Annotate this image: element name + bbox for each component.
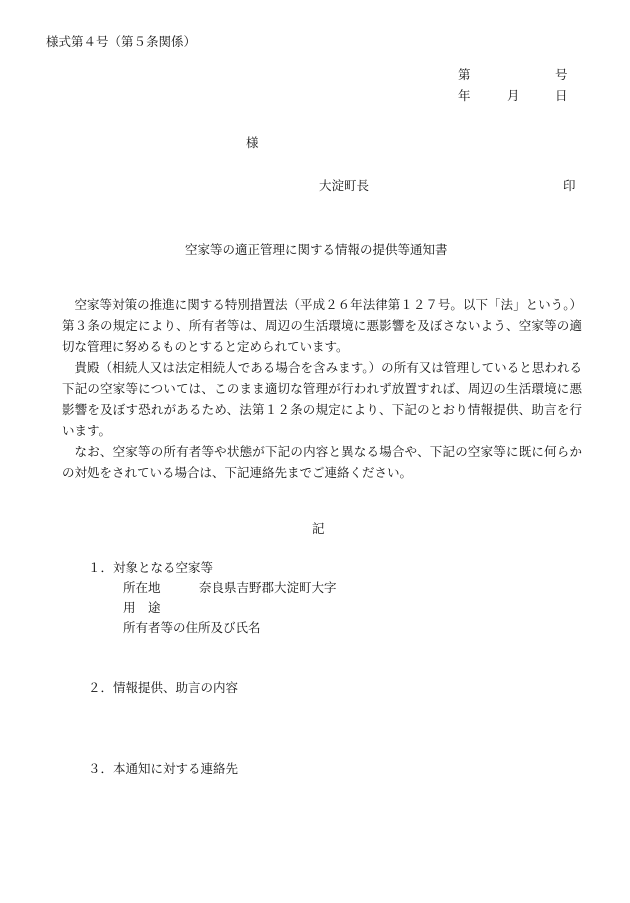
body-paragraph-3: なお、空家等の所有者等や状態が下記の内容と異なる場合や、下記の空家等に既に何らかの対処をされている場合は、下記連絡先までご連絡ください。 bbox=[62, 444, 582, 480]
section-2-heading: ２．情報提供、助言の内容 bbox=[88, 680, 239, 695]
document-number-suffix: 号 bbox=[555, 67, 568, 82]
date-year-label: 年 bbox=[458, 88, 471, 103]
body-paragraph-2: 貴殿（相続人又は法定相続人である場合を含みます。）の所有又は管理していると思われる下記の空家等については、このまま適切な管理が行われず放置すれば、周辺の生活環境に悪影響を及ぼす恐れがあるため、法第１２条の規定により、下記のとおり情報提供、助言を行います。 bbox=[62, 360, 582, 438]
ki-heading: 記 bbox=[312, 521, 325, 536]
location-label: 所在地 bbox=[123, 580, 161, 595]
location-value: 奈良県吉野郡大淀町大字 bbox=[199, 580, 337, 595]
section-1-heading: １．対象となる空家等 bbox=[88, 560, 214, 575]
document-title: 空家等の適正管理に関する情報の提供等通知書 bbox=[185, 242, 448, 257]
body-paragraph-1: 空家等対策の推進に関する特別措置法（平成２６年法律第１２７号。以下「法」という。）第３条の規定により、所有者等は、周辺の生活環境に悪影響を及ぼさないよう、空家等の適切な管理に努めるものとすると定められています。 bbox=[62, 297, 582, 354]
sender-title: 大淀町長 bbox=[319, 178, 370, 193]
date-day-label: 日 bbox=[555, 88, 568, 103]
form-number-label: 様式第４号（第５条関係） bbox=[46, 34, 197, 49]
usage-label: 用 途 bbox=[123, 600, 161, 615]
owner-address-name-label: 所有者等の住所及び氏名 bbox=[123, 620, 261, 635]
document-number-prefix: 第 bbox=[458, 67, 471, 82]
section-3-heading: ３．本通知に対する連絡先 bbox=[88, 761, 239, 776]
seal-mark: 印 bbox=[563, 178, 576, 193]
addressee-honorific: 様 bbox=[246, 135, 259, 150]
date-month-label: 月 bbox=[507, 88, 520, 103]
